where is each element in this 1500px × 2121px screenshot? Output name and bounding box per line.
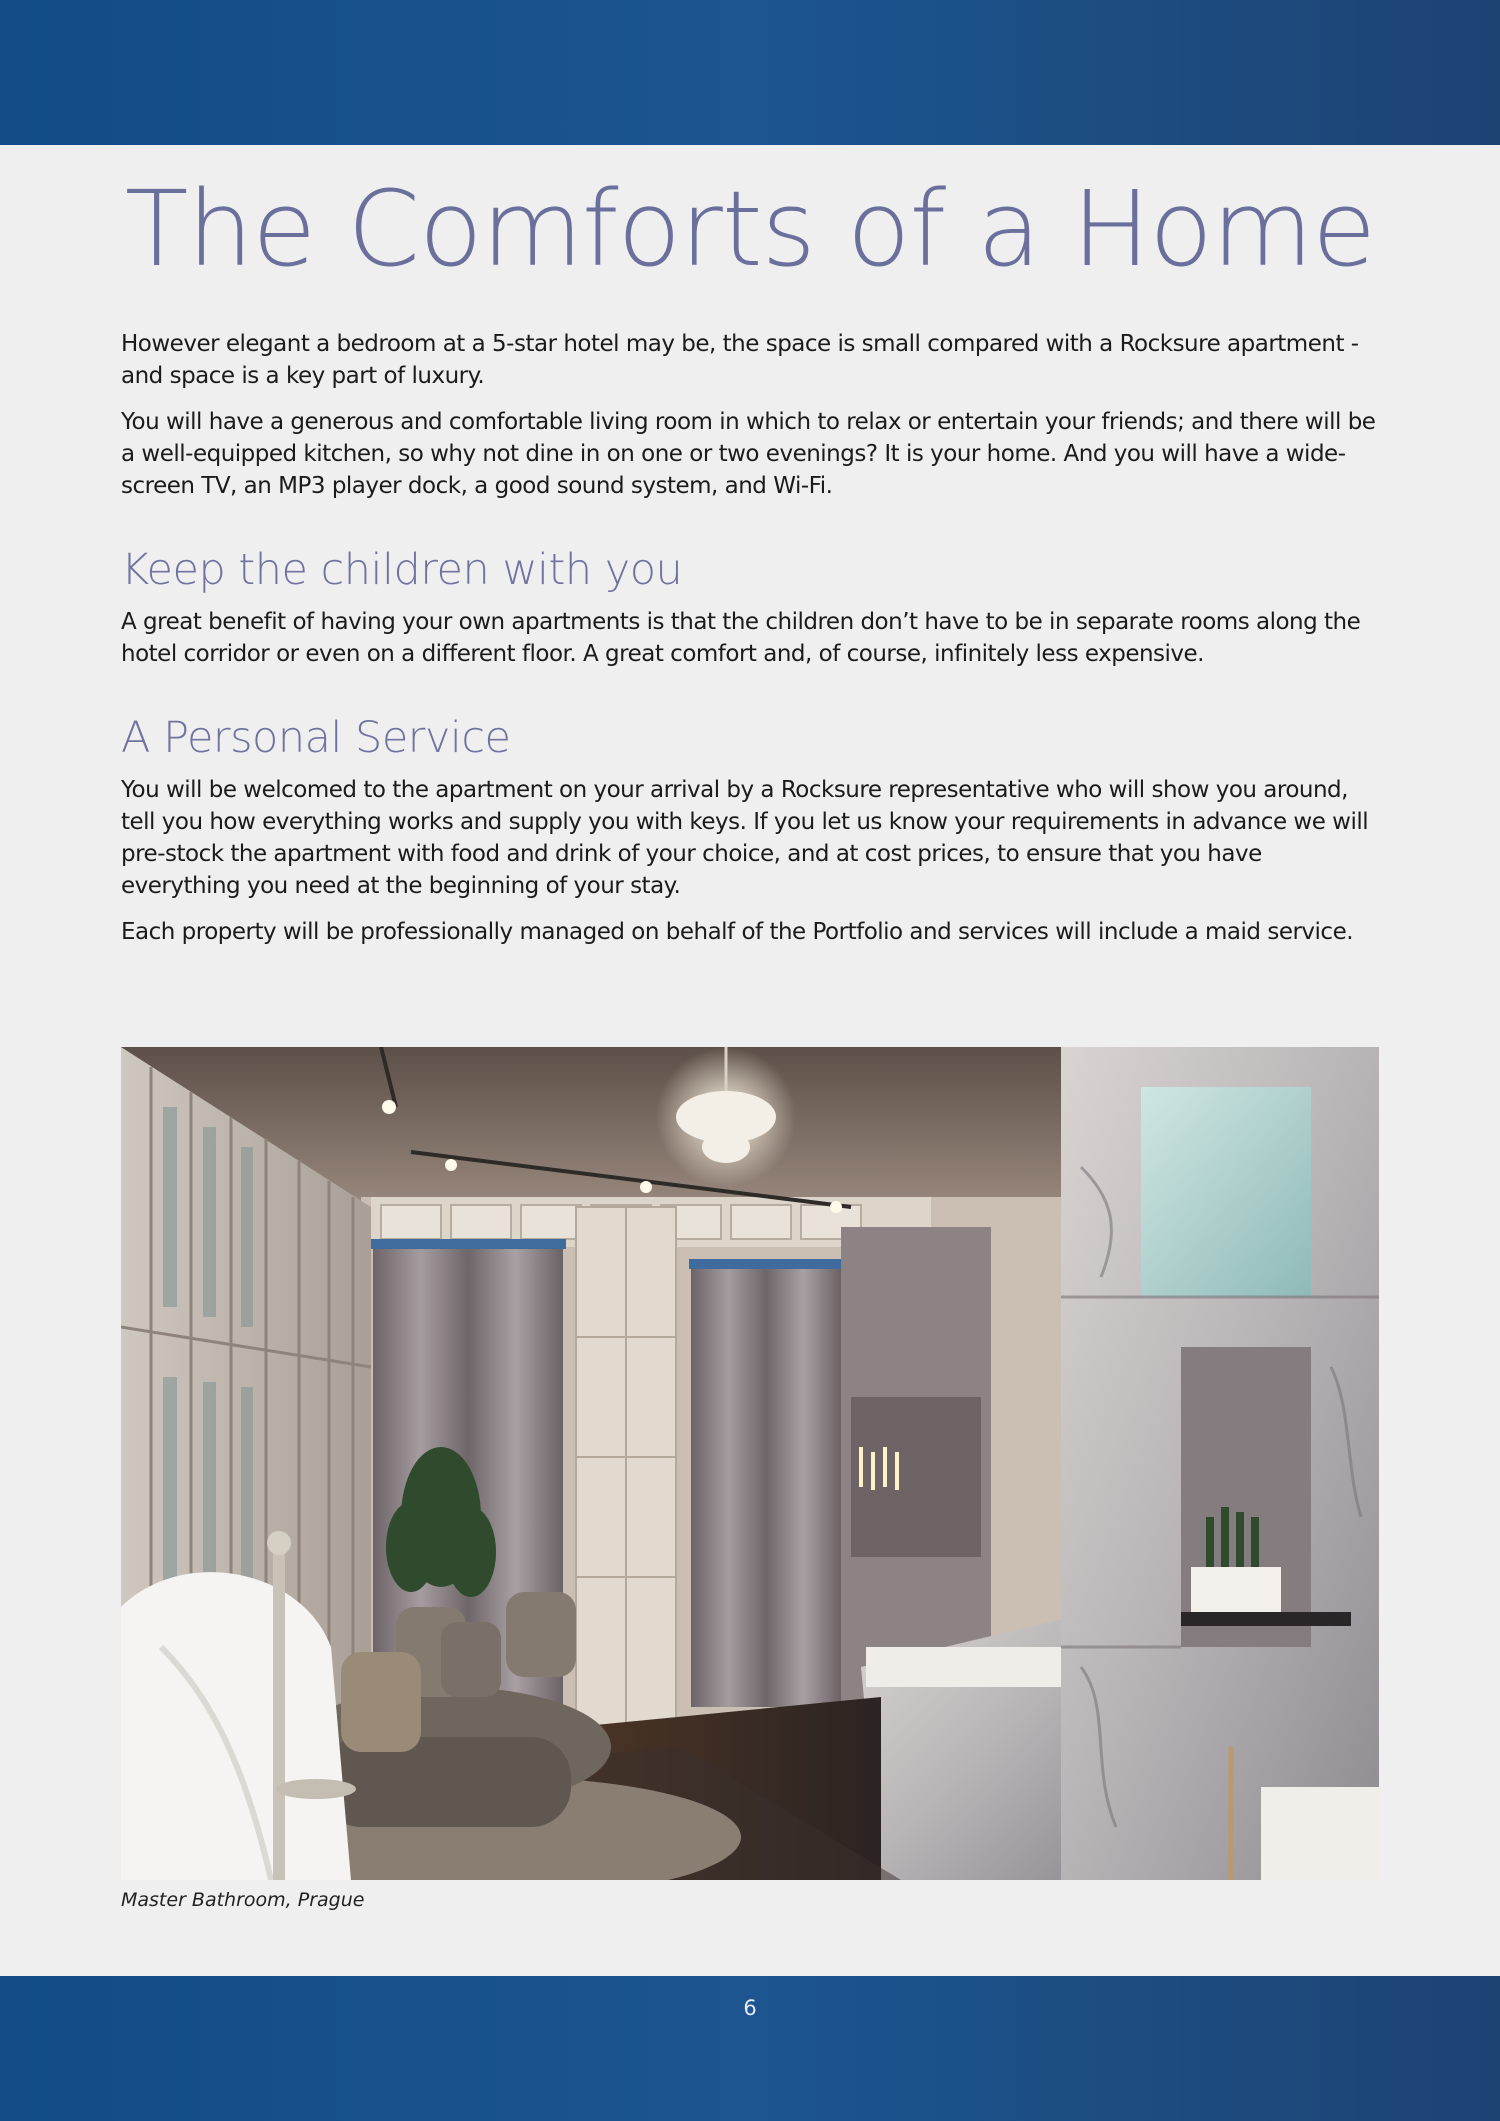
- section-personal-service: [121, 712, 1379, 948]
- page-title: The Comforts of a Home: [124, 168, 1376, 290]
- page-content: [121, 160, 1379, 962]
- section-service-paragraph-1: You will be welcomed to the apartment on your arrival by a Rocksure representative who will show you around, tell you how everything works and supply you with keys. If you let us know your requirements in advance we will pre-stock the apartment with food and drink of your choice, and at cost prices, to ensure that you have everything you need at the beginning of your stay.: [121, 777, 1369, 899]
- bathroom-illustration: [121, 1047, 1379, 1880]
- section-heading-children: Keep the children with you: [121, 545, 683, 595]
- bathroom-photo: [121, 1047, 1379, 1880]
- section-service-paragraph-2: Each property will be professionally managed on behalf of the Portfolio and services will include a maid service.: [121, 919, 1354, 945]
- section-heading-personal-service: A Personal Service: [121, 713, 511, 763]
- intro-paragraph-2: You will have a generous and comfortable living room in which to relax or entertain your friends; and there will be a well-equipped kitchen, so why not dine in on one or two evenings? It is your home. And you will have a wide-screen TV, an MP3 player dock, a good sound system, and Wi-Fi.: [121, 409, 1376, 499]
- header-band: [0, 0, 1500, 145]
- section-children: [121, 544, 1379, 670]
- intro-section: [121, 328, 1379, 502]
- photo-caption: Master Bathroom, Prague: [121, 1889, 365, 1911]
- page-number: 6: [743, 1996, 757, 2020]
- section-children-paragraph-1: A great benefit of having your own apartments is that the children don’t have to be in separate rooms along the hotel corridor or even on a different floor. A great comfort and, of course, infinitely less expensive.: [121, 609, 1361, 667]
- intro-paragraph-1: However elegant a bedroom at a 5-star hotel may be, the space is small compared with a Rocksure apartment - and space is a key part of luxury.: [121, 331, 1359, 389]
